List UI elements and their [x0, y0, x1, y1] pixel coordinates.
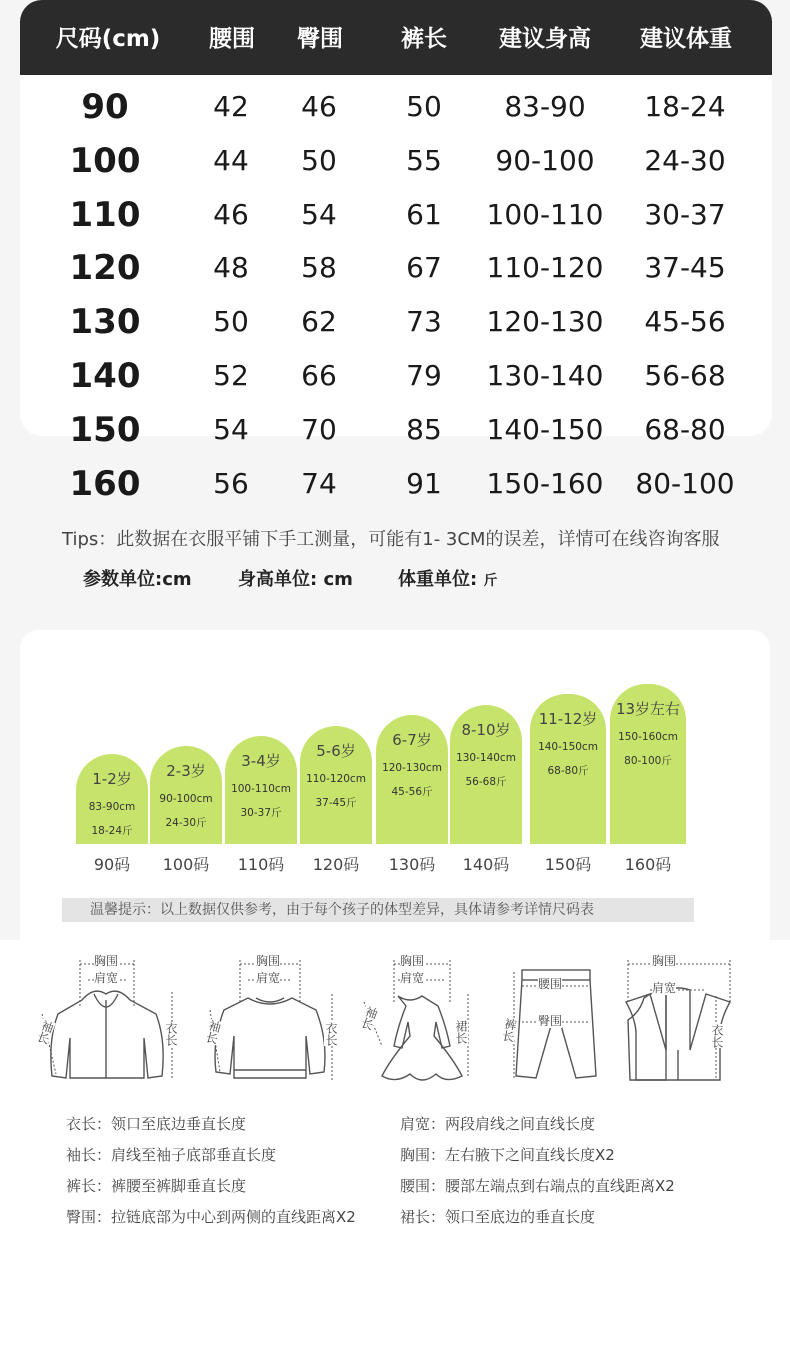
pants-waist-label: 腰围 — [538, 977, 563, 991]
height-range: 140-150cm — [538, 741, 598, 753]
waist-cell: 54 — [213, 412, 249, 446]
jacket-sleeve-label: 袖长 — [34, 1018, 56, 1046]
vest-length-label: 衣长 — [710, 1024, 724, 1048]
table-row — [0, 403, 790, 457]
age-label: 8-10岁 — [461, 721, 511, 739]
size-code: 110码 — [237, 855, 285, 874]
age-label: 13岁左右 — [615, 700, 681, 718]
weight-unit-label: 体重单位: — [398, 569, 478, 590]
size-code: 150码 — [544, 855, 592, 874]
size-code: 130码 — [388, 855, 436, 874]
weight-unit — [398, 565, 497, 591]
weight-cell: 18-24 — [644, 90, 726, 123]
weight-range: 68-80斤 — [547, 765, 589, 777]
weight-range: 37-45斤 — [315, 797, 357, 809]
length-cell: 91 — [406, 466, 442, 500]
waist-cell: 50 — [213, 305, 249, 339]
size-cell: 150 — [69, 409, 141, 450]
definition-item: 腰围：腰部左端点到右端点的直线距离X2 — [400, 1177, 675, 1195]
size-cell: 140 — [69, 356, 141, 396]
definition-item: 裙长：领口至底边的垂直长度 — [400, 1208, 596, 1226]
vest-diagram — [620, 950, 770, 1090]
size-code: 140码 — [462, 855, 510, 874]
height-cell: 140-150 — [486, 412, 604, 446]
sweater-diagram — [200, 950, 350, 1090]
length-cell: 55 — [406, 143, 442, 177]
height-unit: 身高单位: cm — [238, 569, 353, 590]
pants-length-label: 裤长 — [500, 1016, 518, 1044]
hip-cell: 70 — [301, 412, 337, 446]
vest-chest-label: 胸围 — [652, 954, 677, 968]
size-code: 100码 — [162, 855, 210, 874]
waist-cell: 52 — [213, 359, 249, 392]
weight-range: 24-30斤 — [165, 817, 207, 829]
height-cell: 130-140 — [486, 359, 604, 392]
length-cell: 61 — [406, 197, 442, 231]
hip-cell: 46 — [301, 90, 337, 123]
header-length: 裤长 — [401, 26, 447, 52]
weight-cell: 80-100 — [635, 466, 735, 500]
table-row — [0, 241, 790, 295]
dress-chest-label: 胸围 — [400, 954, 425, 968]
tips-text: Tips：此数据在衣服平铺下手工测量，可能有1- 3CM的误差，详情可在线咨询客服 — [62, 529, 720, 550]
notice-banner: 温馨提示：以上数据仅供参考，由于每个孩子的体型差异，具体请参考详情尺码表 — [62, 898, 694, 922]
length-cell: 85 — [406, 412, 442, 446]
weight-cell: 24-30 — [644, 143, 726, 177]
height-cell: 100-110 — [486, 197, 604, 231]
size-cell: 160 — [69, 463, 141, 504]
table-row — [0, 80, 790, 134]
weight-range: 18-24斤 — [91, 825, 133, 837]
age-bar — [610, 684, 686, 844]
size-cell: 120 — [69, 248, 141, 289]
dress-diagram — [350, 950, 500, 1090]
height-range: 83-90cm — [88, 801, 136, 813]
hip-cell: 74 — [301, 466, 337, 500]
header-weight: 建议体重 — [640, 26, 732, 52]
weight-range: 30-37斤 — [240, 807, 282, 819]
height-cell: 150-160 — [486, 466, 604, 500]
weight-range: 45-56斤 — [391, 786, 433, 798]
size-cell: 90 — [81, 87, 129, 127]
weight-cell: 56-68 — [644, 359, 726, 392]
hip-cell: 50 — [301, 143, 337, 177]
size-code: 90码 — [93, 855, 131, 874]
pants-hip-label: 臀围 — [538, 1014, 563, 1028]
waist-cell: 44 — [213, 143, 249, 177]
hip-cell: 54 — [301, 197, 337, 231]
weight-cell: 68-80 — [644, 412, 726, 446]
definition-item: 衣长：领口至底边垂直长度 — [66, 1115, 247, 1133]
weight-cell: 37-45 — [644, 251, 726, 285]
size-cell: 100 — [69, 140, 141, 181]
header-hip: 臀围 — [297, 26, 343, 52]
definition-item: 袖长：肩线至袖子底部垂直长度 — [66, 1146, 277, 1164]
age-bar — [376, 715, 448, 844]
waist-cell: 46 — [213, 197, 249, 231]
sweater-sleeve-label: 袖长 — [203, 1018, 223, 1046]
hip-cell: 58 — [301, 251, 337, 285]
length-cell: 79 — [406, 359, 442, 392]
height-cell: 110-120 — [486, 251, 604, 285]
vest-shoulder-label: 肩宽 — [652, 981, 677, 995]
weight-range: 56-68斤 — [465, 776, 507, 788]
sweater-chest-label: 胸围 — [256, 954, 281, 968]
size-code: 120码 — [312, 855, 360, 874]
table-row — [0, 134, 790, 188]
jacket-length-label: 衣长 — [164, 1022, 178, 1046]
size-table-header — [20, 0, 772, 75]
jacket-diagram — [36, 950, 186, 1090]
jacket-shoulder-label: 肩宽 — [94, 971, 119, 985]
height-range: 100-110cm — [231, 783, 291, 795]
hip-cell: 62 — [301, 305, 337, 339]
age-bar — [225, 736, 297, 844]
dress-sleeve-label: 袖长 — [358, 1004, 380, 1032]
weight-cell: 30-37 — [644, 197, 726, 231]
length-cell: 73 — [406, 305, 442, 339]
waist-cell: 42 — [213, 90, 249, 123]
height-range: 120-130cm — [382, 762, 442, 774]
height-cell: 83-90 — [504, 90, 586, 123]
age-bar — [300, 726, 372, 844]
table-row — [0, 457, 790, 511]
header-height: 建议身高 — [499, 26, 591, 52]
age-label: 3-4岁 — [241, 752, 281, 770]
sweater-length-label: 衣长 — [324, 1022, 338, 1046]
vest-illustration — [620, 950, 770, 1090]
definition-item: 肩宽：两段肩线之间直线长度 — [400, 1115, 596, 1133]
waist-cell: 56 — [213, 466, 249, 500]
age-label: 11-12岁 — [538, 710, 598, 728]
dress-skirt-label: 裙长 — [454, 1020, 468, 1044]
sweater-shoulder-label: 肩宽 — [256, 971, 281, 985]
height-cell: 120-130 — [486, 305, 604, 339]
height-range: 130-140cm — [456, 752, 516, 764]
param-unit: 参数单位:cm — [83, 569, 192, 590]
definition-item: 裤长：裤腰至裤脚垂直长度 — [66, 1177, 247, 1195]
age-bar — [530, 694, 606, 844]
waist-cell: 48 — [213, 251, 249, 285]
hip-cell: 66 — [301, 359, 337, 392]
weight-range: 80-100斤 — [624, 755, 672, 767]
header-size: 尺码(cm) — [55, 26, 161, 52]
size-cell: 130 — [69, 302, 141, 343]
jacket-chest-label: 胸围 — [94, 954, 119, 968]
table-row — [0, 188, 790, 242]
age-bar — [76, 754, 148, 844]
size-code: 160码 — [624, 855, 672, 874]
length-cell: 67 — [406, 251, 442, 285]
age-label: 6-7岁 — [392, 731, 432, 749]
size-cell: 110 — [69, 194, 141, 235]
age-label: 2-3岁 — [166, 762, 206, 780]
height-range: 150-160cm — [618, 731, 678, 743]
header-waist: 腰围 — [209, 26, 255, 52]
height-cell: 90-100 — [495, 143, 595, 177]
definition-item: 臀围：拉链底部为中心到两侧的直线距离X2 — [66, 1208, 356, 1226]
height-range: 90-100cm — [159, 793, 213, 805]
age-bar — [450, 705, 522, 844]
age-label: 5-6岁 — [316, 742, 356, 760]
dress-shoulder-label: 肩宽 — [400, 971, 425, 985]
height-range: 110-120cm — [306, 773, 366, 785]
definition-item: 胸围：左右腋下之间直线长度X2 — [400, 1146, 615, 1164]
weight-unit-value: 斤 — [483, 573, 498, 589]
age-bar — [150, 746, 222, 844]
age-label: 1-2岁 — [92, 770, 132, 788]
length-cell: 50 — [406, 90, 442, 123]
weight-cell: 45-56 — [644, 305, 726, 339]
table-row — [0, 349, 790, 403]
table-row — [0, 295, 790, 349]
